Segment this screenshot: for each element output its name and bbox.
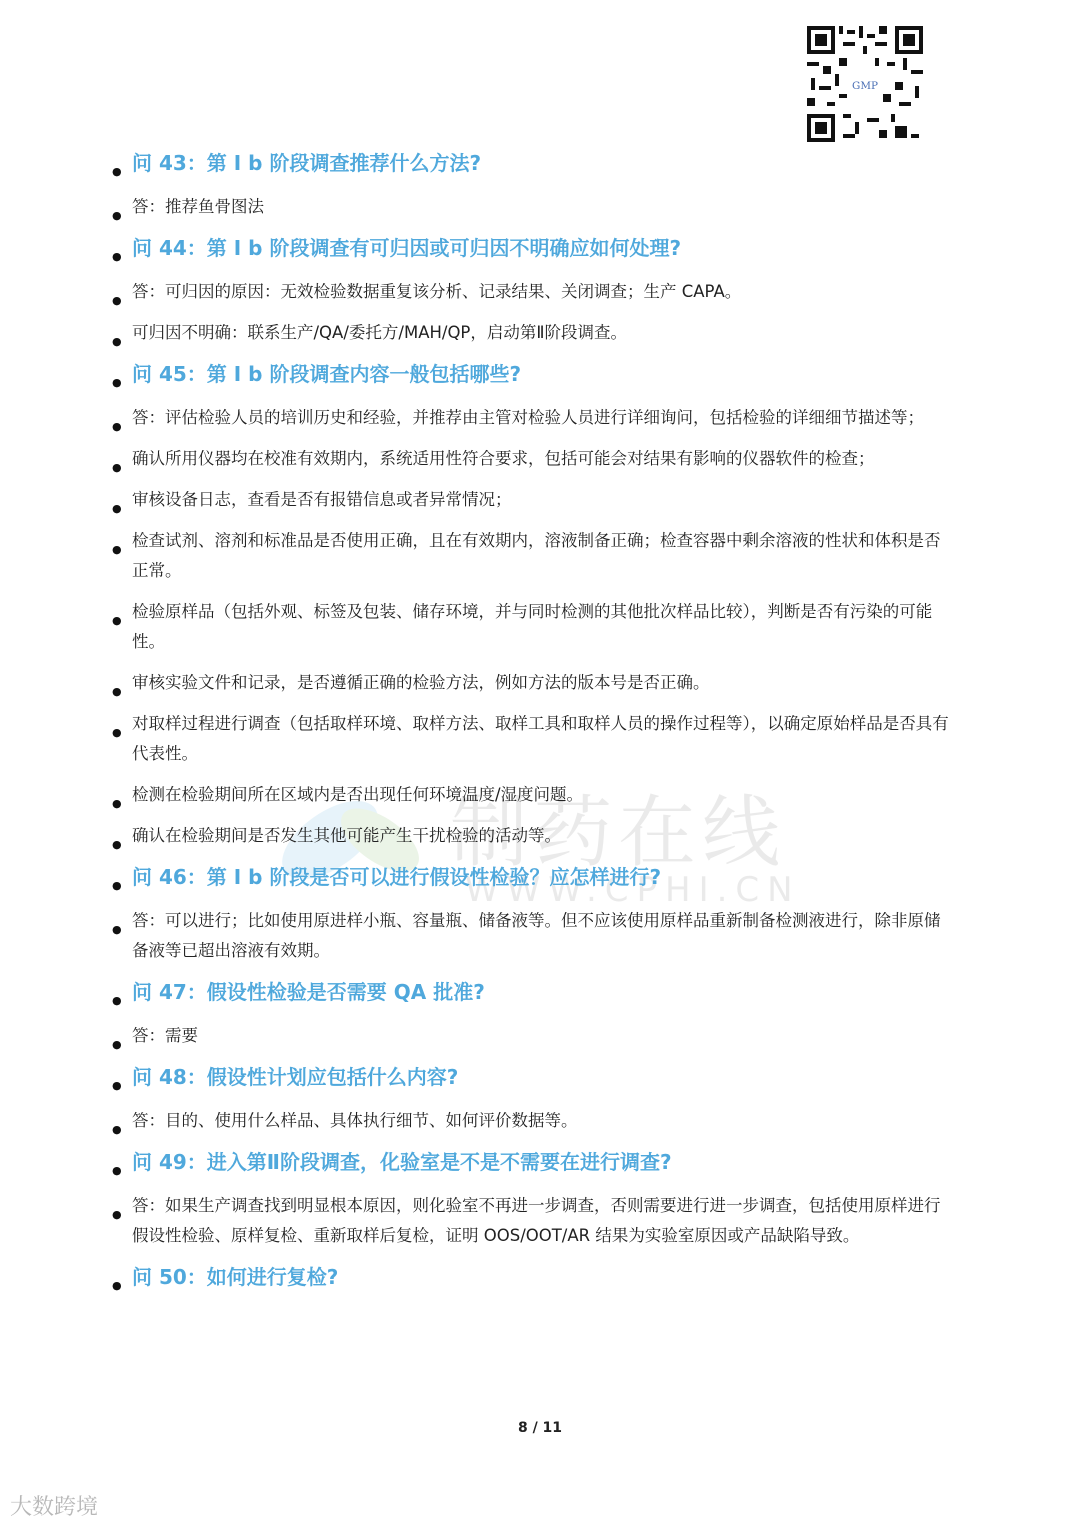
answer-item: ● 答：如果生产调查找到明显根本原因，则化验室不再进一步调查，否则需要进行进一步调查，包括使用原样进行假设性检验、原样复检、重新取样后复检，证明 OOS/OOT/AR 结果为实验室原因或产品缺陷导致。: [112, 1191, 952, 1251]
qr-code: [806, 26, 924, 142]
answer-item: ● 确认所用仪器均在校准有效期内，系统适用性符合要求，包括可能会对结果有影响的仪器软件的检查；: [112, 444, 952, 474]
brand-watermark: 大数跨境: [10, 1495, 99, 1520]
answer-item: ● 答：目的、使用什么样品、具体执行细节、如何评价数据等。: [112, 1106, 952, 1136]
answer-item: ● 答：评估检验人员的培训历史和经验，并推荐由主管对检验人员进行详细询问，包括检验的详细细节描述等；: [112, 403, 952, 433]
answer-item: ● 答：需要: [112, 1021, 952, 1051]
question-heading: ● 问 49：进入第Ⅱ阶段调查，化验室是不是不需要在进行调查?: [112, 1147, 952, 1177]
question-heading: ● 问 47：假设性检验是否需要 QA 批准?: [112, 977, 952, 1007]
question-heading: ● 问 50：如何进行复检?: [112, 1262, 952, 1292]
answer-item: ● 确认在检验期间是否发生其他可能产生干扰检验的活动等。: [112, 821, 952, 851]
question-heading: ● 问 45：第 I b 阶段调查内容一般包括哪些?: [112, 359, 952, 389]
document-body: [112, 148, 952, 1306]
answer-item: ● 检测在检验期间所在区域内是否出现任何环境温度/湿度问题。: [112, 780, 952, 810]
question-heading: ● 问 48：假设性计划应包括什么内容?: [112, 1062, 952, 1092]
qr-label: GMP: [852, 80, 878, 93]
question-heading: ● 问 43：第 I b 阶段调查推荐什么方法?: [112, 148, 952, 178]
answer-item: ● 答：可以进行；比如使用原进样小瓶、容量瓶、储备液等。但不应该使用原样品重新制备检测液进行，除非原储备液等已超出溶液有效期。: [112, 906, 952, 966]
answer-item: ● 可归因不明确：联系生产/QA/委托方/MAH/QP，启动第Ⅱ阶段调查。: [112, 318, 952, 348]
page-number: 8 / 11: [517, 1420, 563, 1436]
answer-item: ● 对取样过程进行调查（包括取样环境、取样方法、取样工具和取样人员的操作过程等），以确定原始样品是否具有代表性。: [112, 709, 952, 769]
question-heading: ● 问 46：第 I b 阶段是否可以进行假设性检验？应怎样进行?: [112, 862, 952, 892]
answer-item: ● 检查试剂、溶剂和标准品是否使用正确，且在有效期内，溶液制备正确；检查容器中剩余溶液的性状和体积是否正常。: [112, 526, 952, 586]
answer-item: ● 审核实验文件和记录，是否遵循正确的检验方法，例如方法的版本号是否正确。: [112, 668, 952, 698]
answer-item: ● 审核设备日志，查看是否有报错信息或者异常情况；: [112, 485, 952, 515]
question-heading: ● 问 44：第 I b 阶段调查有可归因或可归因不明确应如何处理?: [112, 233, 952, 263]
answer-item: ● 答：推荐鱼骨图法: [112, 192, 952, 222]
answer-item: ● 答：可归因的原因：无效检验数据重复该分析、记录结果、关闭调查；生产 CAPA。: [112, 277, 952, 307]
watermark-text-en: WWW.CPHI.CN: [465, 870, 801, 910]
answer-item: ● 检验原样品（包括外观、标签及包装、储存环境，并与同时检测的其他批次样品比较），判断是否有污染的可能性。: [112, 597, 952, 657]
watermark-text-cn: 制药在线: [450, 788, 787, 878]
